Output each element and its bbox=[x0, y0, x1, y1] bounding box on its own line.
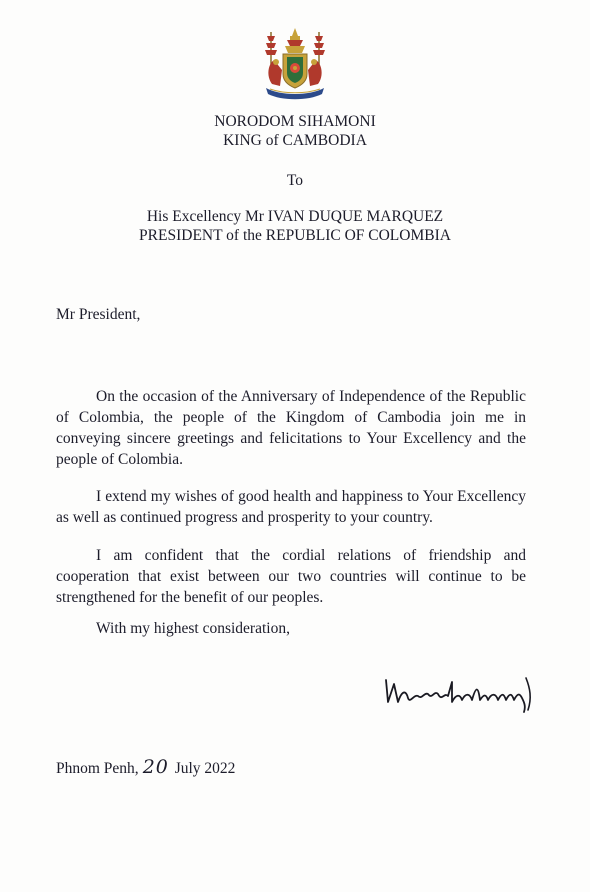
recipient-title: PRESIDENT of the REPUBLIC OF COLOMBIA bbox=[139, 227, 451, 244]
royal-arms-of-cambodia-icon bbox=[256, 26, 334, 102]
body-paragraph-1: On the occasion of the Anniversary of Independence of the Republic of Colombia, the people of the Kingdom of Cambodia join me in conveying sincere greetings and felicitations to Your Excellency and the people of Colombia. bbox=[56, 388, 526, 468]
sender-title: KING of CAMBODIA bbox=[223, 132, 367, 149]
salutation: Mr President, bbox=[56, 306, 141, 323]
handwritten-signature bbox=[380, 672, 544, 716]
body-paragraph-2: I extend my wishes of good health and happiness to Your Excellency as well as continued progress and prosperity to your country. bbox=[56, 488, 526, 526]
sender-block bbox=[0, 112, 590, 150]
recipient-block bbox=[0, 207, 590, 245]
body-paragraph-3: I am confident that the cordial relations of friendship and cooperation that exist between our two countries will continue to be strengthened for the benefit of our peoples. bbox=[56, 547, 526, 606]
recipient-name: His Excellency Mr IVAN DUQUE MARQUEZ bbox=[146, 208, 444, 225]
to-label: To bbox=[286, 172, 304, 189]
place: Phnom Penh, bbox=[56, 760, 139, 777]
month-year: July 2022 bbox=[174, 760, 236, 777]
sender-name: NORODOM SIHAMONI bbox=[214, 113, 376, 130]
handwritten-day: 20 bbox=[142, 756, 169, 778]
place-and-date bbox=[56, 756, 235, 778]
closing-line: With my highest consideration, bbox=[96, 620, 290, 637]
